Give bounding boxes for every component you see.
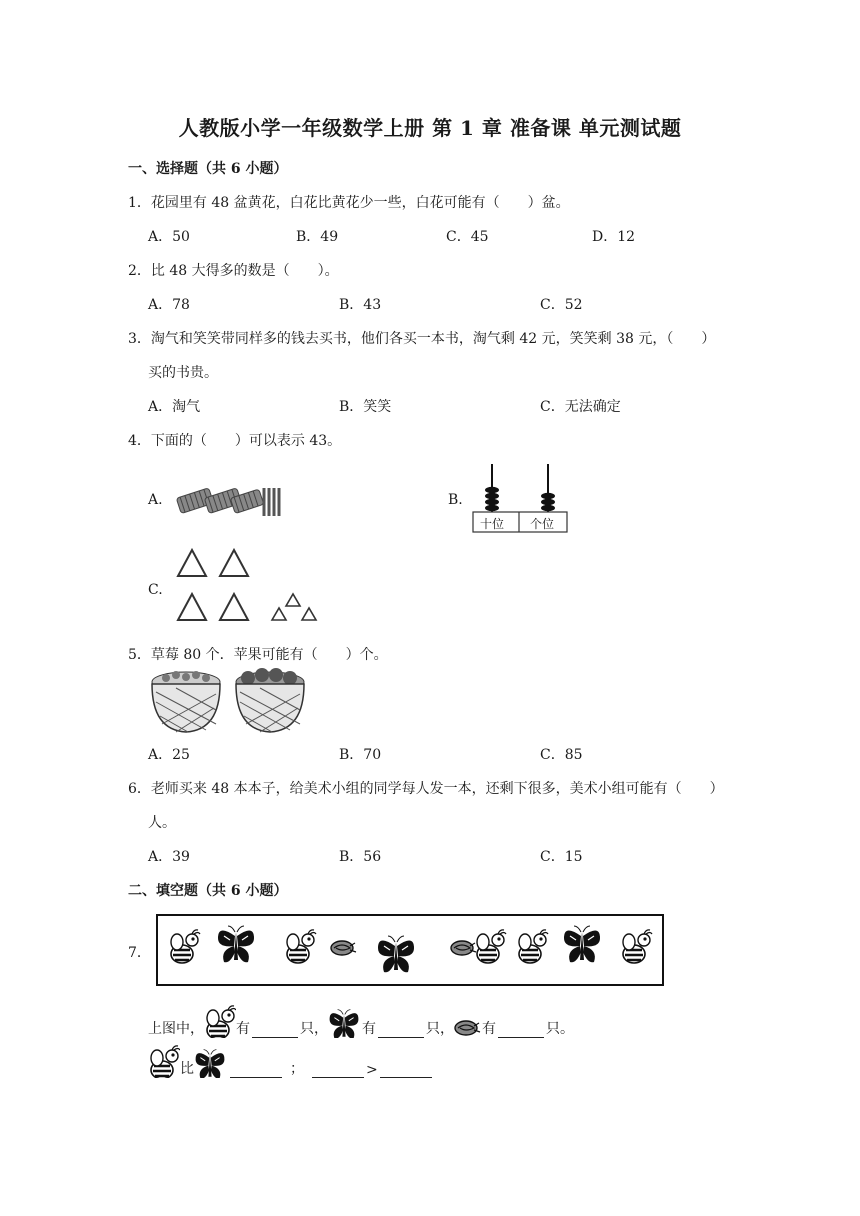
butterfly-icon <box>378 936 414 972</box>
question-7-line-1 <box>148 1004 574 1038</box>
question-7-number: 7． <box>128 945 151 961</box>
q1-option-d[interactable]: D．12 <box>592 229 636 245</box>
q4-option-a[interactable]: A. <box>148 492 163 508</box>
q6-option-a[interactable]: A．39 <box>148 849 190 865</box>
section-heading-choice: 一、选择题（共 6 小题） <box>128 161 288 177</box>
bee-icon <box>623 930 652 963</box>
q7-compare: 比 <box>180 1061 194 1077</box>
butterfly-icon <box>194 1048 228 1078</box>
compare-blank[interactable] <box>230 1063 282 1078</box>
snail-icon <box>331 941 356 955</box>
q6-option-b[interactable]: B．56 <box>339 849 382 865</box>
abacus-label-ones: 个位 <box>530 517 555 531</box>
bee-icon <box>148 1044 180 1078</box>
snail-count-blank[interactable] <box>498 1023 544 1038</box>
question-5: 5．草莓 80 个．苹果可能有（ ）个。 <box>128 647 388 663</box>
snail-icon <box>451 941 476 955</box>
big-triangle-1 <box>178 550 206 576</box>
bee-count-blank[interactable] <box>252 1023 298 1038</box>
q5-option-c[interactable]: C．85 <box>540 747 583 763</box>
abacus-picture <box>472 462 568 534</box>
question-1: 1．花园里有 48 盆黄花，白花比黄花少一些，白花可能有（ ）盆。 <box>128 195 570 211</box>
q3-option-a[interactable]: A．淘气 <box>148 399 201 415</box>
bee-icon <box>477 930 506 963</box>
q2-option-a[interactable]: A．78 <box>148 297 190 313</box>
butterfly-count-blank[interactable] <box>378 1023 424 1038</box>
q1-option-a[interactable]: A．50 <box>148 229 190 245</box>
small-triangle-2 <box>272 608 286 620</box>
question-3: 3．淘气和笑笑带同样多的钱去买书，他们各买一本书，淘气剩 42 元，笑笑剩 38 元，（ ） <box>128 331 716 347</box>
strawberry-basket <box>152 671 220 732</box>
question-2: 2．比 48 大得多的数是（ ）。 <box>128 263 339 279</box>
apple-basket <box>236 668 304 732</box>
q1-option-b[interactable]: B．49 <box>296 229 339 245</box>
q7-has-2: 有 <box>362 1021 376 1037</box>
triangles-picture <box>172 544 322 624</box>
big-triangle-3 <box>178 594 206 620</box>
q7-has-3: 有 <box>482 1021 496 1037</box>
fruit-baskets-picture <box>148 666 308 736</box>
section-heading-fill: 二、填空题（共 6 小题） <box>128 883 288 899</box>
q7-unit-3: 只。 <box>546 1021 574 1037</box>
q7-gt: > <box>366 1062 378 1078</box>
question-4: 4．下面的（ ）可以表示 43。 <box>128 433 342 449</box>
small-triangle-3 <box>302 608 316 620</box>
question-6: 6．老师买来 48 本本子，给美术小组的同学每人发一本，还剩下很多，美术小组可能有（ ） <box>128 781 724 797</box>
snail-icon <box>454 1016 482 1038</box>
q3-option-b[interactable]: B．笑笑 <box>339 399 392 415</box>
greater-left-blank[interactable] <box>312 1063 364 1078</box>
small-triangle-1 <box>286 594 300 606</box>
bee-icon <box>519 930 548 963</box>
stick-bundles-picture <box>176 484 286 518</box>
question-7-line-2 <box>148 1044 434 1078</box>
greater-right-blank[interactable] <box>380 1063 432 1078</box>
q2-option-b[interactable]: B．43 <box>339 297 382 313</box>
q5-option-a[interactable]: A．25 <box>148 747 190 763</box>
question-6-cont: 人。 <box>148 815 176 831</box>
butterfly-icon <box>328 1008 362 1038</box>
q7-sep: ； <box>290 1061 304 1077</box>
q7-prefix: 上图中， <box>148 1021 204 1037</box>
q6-option-c[interactable]: C．15 <box>540 849 583 865</box>
q4-option-b[interactable]: B. <box>448 492 463 508</box>
butterfly-icon <box>218 926 254 962</box>
bee-icon <box>204 1004 236 1038</box>
page-title: 人教版小学一年级数学上册 第 1 章 准备课 单元测试题 <box>178 116 682 140</box>
bee-icon <box>171 930 200 963</box>
butterfly-icon <box>564 926 600 962</box>
abacus-label-tens: 十位 <box>480 517 505 531</box>
q7-has-1: 有 <box>236 1021 250 1037</box>
bee-icon <box>287 930 316 963</box>
q1-option-c[interactable]: C．45 <box>446 229 489 245</box>
q5-option-b[interactable]: B．70 <box>339 747 382 763</box>
q3-option-c[interactable]: C．无法确定 <box>540 399 621 415</box>
q7-unit-2: 只， <box>426 1021 454 1037</box>
big-triangle-2 <box>220 550 248 576</box>
q4-option-c[interactable]: C. <box>148 582 163 598</box>
q2-option-c[interactable]: C．52 <box>540 297 583 313</box>
big-triangle-4 <box>220 594 248 620</box>
animal-picture-strip <box>156 914 664 986</box>
question-3-cont: 买的书贵。 <box>148 365 218 381</box>
q7-unit-1: 只， <box>300 1021 328 1037</box>
